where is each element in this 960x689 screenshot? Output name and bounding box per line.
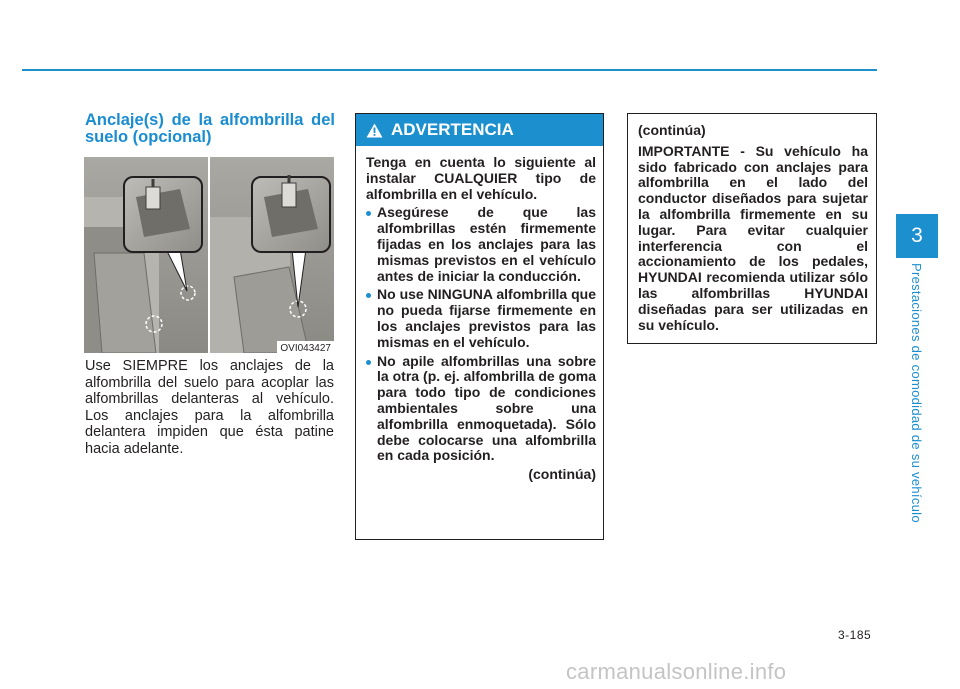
- warning-continued: (continúa): [528, 466, 596, 483]
- section-title: Anclaje(s) de la alfombrilla del suelo (opcional): [85, 111, 335, 146]
- continued-text: IMPORTANTE - Su vehículo ha sido fabricado con anclajes para alfombrilla en el lado del conductor diseñados para sujetar la alfombrilla firmemente en su lugar. Para evitar cualquier interferencia con el accionamiento de los pedales, HYUNDAI recomienda utilizar sólo las alfombrillas HYUNDAI diseñadas para ser utilizadas en su vehículo.: [638, 142, 868, 333]
- continued-box: [627, 113, 877, 344]
- warning-item: Asegúrese de que las alfombrillas estén firmemente fijadas en los anclajes para las mismas previstos en el vehículo antes de iniciar la conducción.: [366, 205, 596, 284]
- warning-lead: Tenga en cuenta lo siguiente al instalar CUALQUIER tipo de alfombrilla en el vehículo.: [366, 154, 596, 202]
- warning-list: [366, 205, 596, 464]
- continued-title: (continúa): [638, 122, 706, 138]
- body-paragraph: Use SIEMPRE los anclajes de la alfombrilla del suelo para acoplar las alfombrillas delanteras al vehículo. Los anclajes para la alfombrilla delantera impiden que ésta patine hacia adelante.: [85, 358, 334, 457]
- warning-box: [355, 113, 604, 540]
- figure-code: OVI043427: [280, 343, 331, 353]
- warning-triangle-icon: [366, 123, 383, 138]
- warning-header: [356, 114, 603, 146]
- warning-item: No apile alfombrillas una sobre la otra (p. ej. alfombrilla de goma para todo tipo de condiciones ambientales sobre una alfombrilla enmoquetada). Sólo debe colocarse una alfombrilla en cada posición.: [366, 354, 596, 465]
- chapter-tab: 3: [896, 214, 938, 258]
- warning-item: No use NINGUNA alfombrilla que no pueda fijarse firmemente en los anclajes previstos para las mismas en el vehículo.: [366, 287, 596, 350]
- top-divider: [22, 69, 877, 71]
- watermark: carmanualsonline.info: [566, 659, 787, 684]
- floor-mat-anchor-drawing: [84, 157, 334, 353]
- warning-title: ADVERTENCIA: [391, 120, 514, 139]
- chapter-side-label: Prestaciones de comodidad de su vehículo: [909, 263, 924, 523]
- page-number: 3-185: [838, 628, 872, 642]
- floor-mat-anchor-illustration: [84, 157, 334, 353]
